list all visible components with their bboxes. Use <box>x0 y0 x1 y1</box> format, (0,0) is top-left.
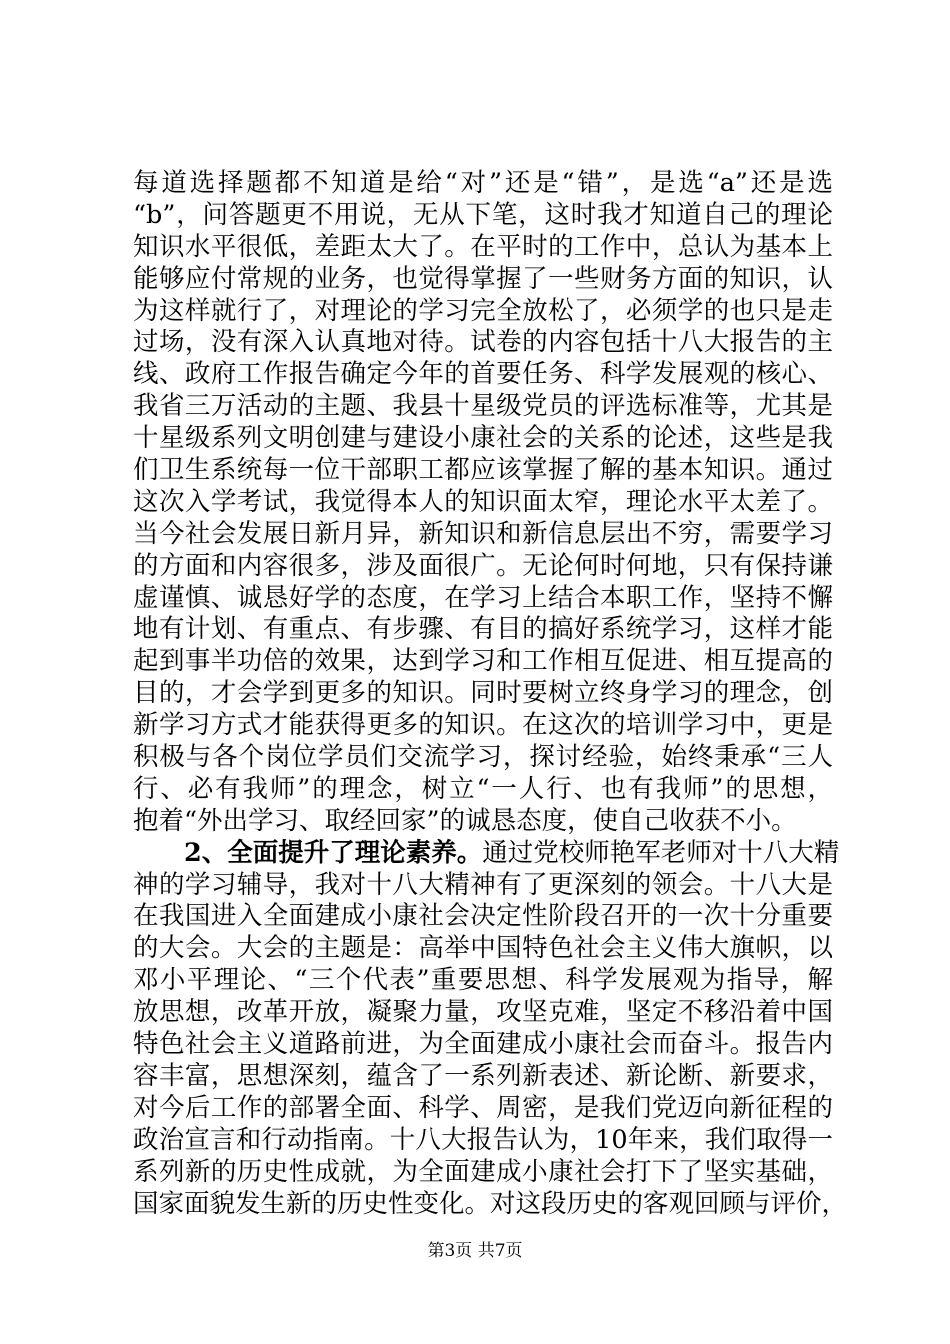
text-line: 政治宣言和行动指南。十八大报告认为，10年来，我们取得一 <box>133 1124 833 1155</box>
text-line: 的方面和内容很多，涉及面很广。无论何时何地，只有保持谦 <box>133 550 833 581</box>
text-line: 虚谨慎、诚恳好学的态度，在学习上结合本职工作，坚持不懈 <box>133 582 833 613</box>
section-heading: 2、全面提升了理论素养。 <box>184 837 483 868</box>
text-line: 当今社会发展日新月异，新知识和新信息层出不穷，需要学习 <box>133 518 833 549</box>
paragraph-2-first-line <box>133 837 840 870</box>
page-footer <box>0 1241 950 1261</box>
document-body <box>133 168 848 1220</box>
text-line: 知识水平很低，差距太大了。在平时的工作中，总认为基本上 <box>133 231 833 262</box>
text-line: 行、必有我师”的理念，树立“一人行、也有我师”的思想， <box>133 773 833 804</box>
text-line: 起到事半功倍的效果，达到学习和工作相互促进、相互提高的 <box>133 646 833 677</box>
text-line: 目的，才会学到更多的知识。同时要树立终身学习的理念，创 <box>133 678 833 709</box>
text-line: 积极与各个岗位学员们交流学习，探讨经验，始终秉承“三人 <box>133 742 833 773</box>
text-line: 新学习方式才能获得更多的知识。在这次的培训学习中，更是 <box>133 710 833 741</box>
text-run: 通过党校师艳军老师对十八大精 <box>482 837 840 868</box>
text-line: 抱着“外出学习、取经回家”的诚恳态度，使自己收获不小。 <box>133 805 797 836</box>
text-line: 对今后工作的部署全面、科学、周密，是我们党迈向新征程的 <box>133 1092 833 1123</box>
paragraph-2 <box>133 837 848 1221</box>
text-line: 邓小平理论、“三个代表”重要思想、科学发展观为指导，解 <box>133 965 833 996</box>
text-line: 十星级系列文明创建与建设小康社会的关系的论述，这些是我 <box>133 423 833 454</box>
text-line: 特色社会主义道路前进，为全面建成小康社会而奋斗。报告内 <box>133 1029 833 1060</box>
text-line: 每道选择题都不知道是给“对”还是“错”，是选“a”还是选 <box>133 168 833 198</box>
text-line: 放思想，改革开放，凝聚力量，攻坚克难，坚定不移沿着中国 <box>133 997 833 1028</box>
text-line: 系列新的历史性成就，为全面建成小康社会打下了坚实基础， <box>133 1156 833 1187</box>
text-line: 这次入学考试，我觉得本人的知识面太窄，理论水平太差了。 <box>133 486 833 517</box>
text-line: 神的学习辅导，我对十八大精神有了更深刻的领会。十八大是 <box>133 869 833 900</box>
text-line: 为这样就行了，对理论的学习完全放松了，必须学的也只是走 <box>133 295 833 326</box>
text-line: 能够应付常规的业务，也觉得掌握了一些财务方面的知识，认 <box>133 263 833 294</box>
page-number: 第3页 共7页 <box>427 1241 523 1261</box>
text-line: 的大会。大会的主题是：高举中国特色社会主义伟大旗帜，以 <box>133 933 833 964</box>
text-line: 我省三万活动的主题、我县十星级党员的评选标准等，尤其是 <box>133 391 833 422</box>
paragraph-1 <box>133 168 833 838</box>
text-line: “b”，问答题更不用说，无从下笔，这时我才知道自己的理论 <box>133 199 833 230</box>
text-line: 容丰富，思想深刻，蕴含了一系列新表述、新论断、新要求， <box>133 1060 833 1091</box>
text-line: 地有计划、有重点、有步骤、有目的搞好系统学习，这样才能 <box>133 614 833 645</box>
text-line: 线、政府工作报告确定今年的首要任务、科学发展观的核心、 <box>133 359 833 390</box>
text-line: 国家面貌发生新的历史性变化。对这段历史的客观回顾与评价， <box>133 1188 848 1219</box>
text-line: 们卫生系统每一位干部职工都应该掌握了解的基本知识。通过 <box>133 455 833 486</box>
text-line: 过场，没有深入认真地对待。试卷的内容包括十八大报告的主 <box>133 327 833 358</box>
text-line: 在我国进入全面建成小康社会决定性阶段召开的一次十分重要 <box>133 901 833 932</box>
